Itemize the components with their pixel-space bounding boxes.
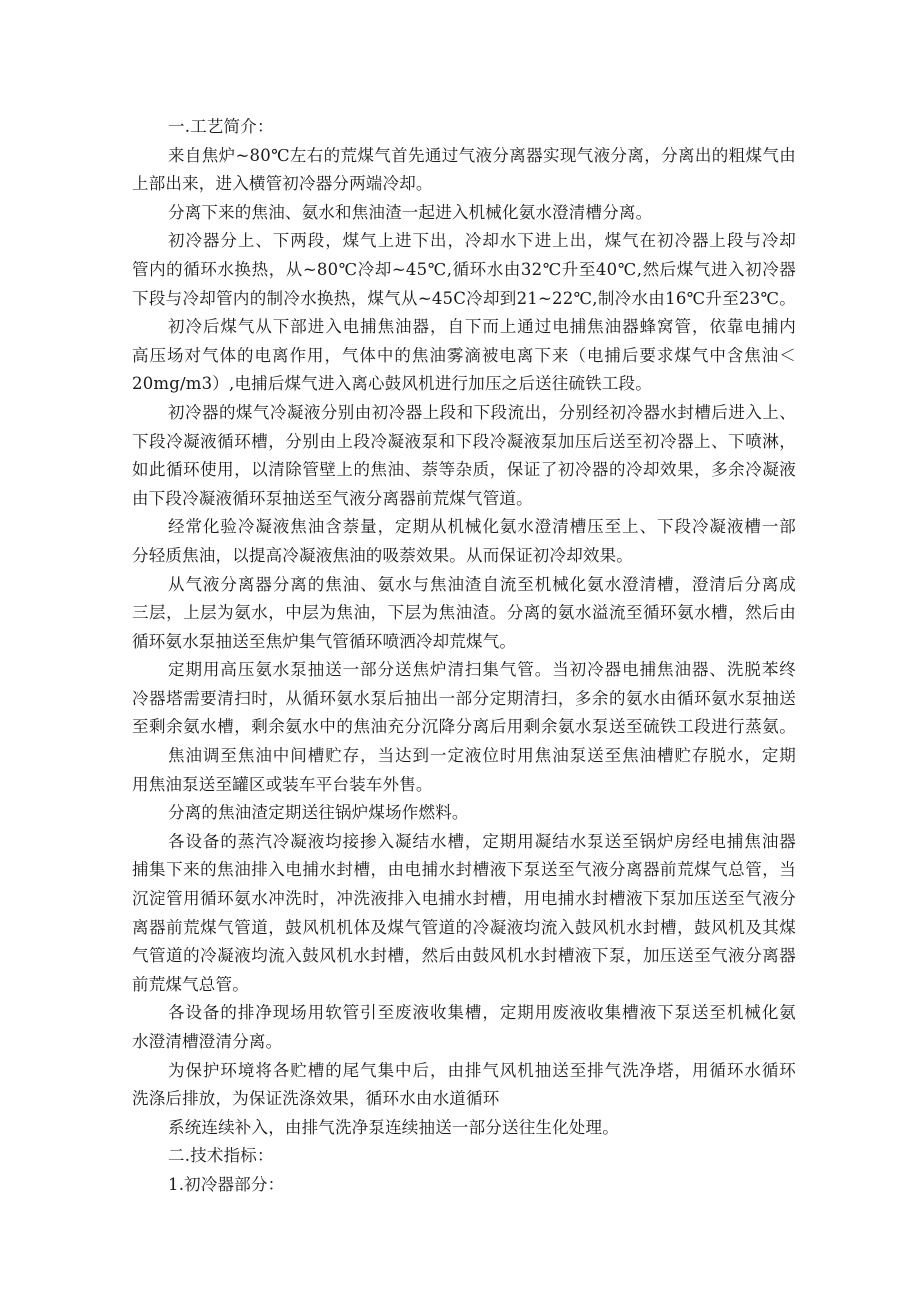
text-line: 用焦油泵送至罐区或装车平台装车外售。 [132, 774, 433, 794]
text-line: 二.技术指标： [168, 1146, 274, 1166]
text-line: 初冷器分上、下两段，煤气上进下出，冷却水下进上出，煤气在初冷器上段与冷却 [168, 231, 796, 251]
text-line: 管内的循环水换热，从~80℃冷却~45℃,循环水由32℃升至40℃,然后煤气进入初冷器 [132, 259, 796, 279]
text-line: 气管道的冷凝液均流入鼓风机水封槽，然后由鼓风机水封槽液下泵，加压送至气液分离器 [132, 946, 796, 966]
text-line: 一.工艺简介： [168, 117, 274, 136]
text-line: 冷器塔需要清扫时，从循环氨水泵后抽出一部分定期清扫，多余的氨水由循环氨水泵抽送 [132, 688, 796, 708]
text-line: 离器前荒煤气管道，鼓风机机体及煤气管道的冷凝液均流入鼓风机水封槽，鼓风机及其煤 [132, 917, 796, 937]
text-line: 三层，上层为氨水，中层为焦油，下层为焦油渣。分离的氨水溢流至循环氨水槽，然后由 [132, 603, 796, 623]
text-line: 为保护环境将各贮槽的尾气集中后，由排气风机抽送至排气洗净塔，用循环水循环 [168, 1060, 796, 1080]
text-line: 20mg∕m3）,电捕后煤气进入离心鼓风机进行加压之后送往硫铁工段。 [132, 374, 652, 394]
text-line: 各设备的排净现场用软管引至废液收集槽，定期用废液收集槽液下泵送至机械化氨 [168, 1003, 796, 1023]
text-line: 前荒煤气总管。 [132, 974, 249, 994]
text-line: 高压场对气体的电离作用，气体中的焦油雾滴被电离下来（电捕后要求煤气中含焦油＜ [132, 345, 796, 365]
text-line: 从气液分离器分离的焦油、氨水与焦油渣自流至机械化氨水澄清槽，澄清后分离成 [168, 574, 796, 594]
text-line: 分离的焦油渣定期送往锅炉煤场作燃料。 [168, 803, 469, 823]
text-line: 上部出来，进入横管初冷器分两端冷却。 [132, 174, 433, 194]
text-line: 系统连续补入，由排气洗净泵连续抽送一部分送往生化处理。 [168, 1117, 619, 1137]
text-line: 初冷后煤气从下部进入电捕焦油器，自下而上通过电捕焦油器蜂窝管，依靠电捕内 [168, 317, 796, 337]
text-line: 循环氨水泵抽送至焦炉集气管循环喷洒冷却荒煤气。 [132, 631, 517, 651]
text-line: 焦油调至焦油中间槽贮存，当达到一定液位时用焦油泵送至焦油槽贮存脱水，定期 [168, 746, 796, 766]
text-line: 分离下来的焦油、氨水和焦油渣一起进入机械化氨水澄清槽分离。 [168, 202, 653, 222]
text-line: 经常化验冷凝液焦油含萘量，定期从机械化氨水澄清槽压至上、下段冷凝液槽一部 [168, 517, 796, 537]
text-line: 如此循环使用，以清除管壁上的焦油、萘等杂质，保证了初冷器的冷却效果，多余冷凝液 [132, 460, 796, 480]
text-line: 水澄清槽澄清分离。 [132, 1032, 283, 1051]
text-line: 由下段冷凝液循环泵抽送至气液分离器前荒煤气管道。 [132, 488, 533, 508]
text-line: 下段与冷却管内的制冷水换热，煤气从~45C冷却到21~22℃,制冷水由16℃升至23℃。 [132, 288, 796, 308]
document-page [132, 113, 796, 1200]
text-line: 来自焦炉~80℃左右的荒煤气首先通过气液分离器实现气液分离，分离出的粗煤气由 [168, 145, 796, 165]
text-line: 定期用高压氨水泵抽送一部分送焦炉清扫集气管。当初冷器电捕焦油器、洗脱苯终 [168, 660, 796, 680]
text-line: 至剩余氨水槽，剩余氨水中的焦油充分沉降分离后用剩余氨水泵送至硫铁工段进行蒸氨。 [132, 717, 796, 737]
text-line: 捕集下来的焦油排入电捕水封槽，由电捕水封槽液下泵送至气液分离器前荒煤气总管，当 [132, 860, 796, 880]
text-line: 各设备的蒸汽冷凝液均接掺入凝结水槽，定期用凝结水泵送至锅炉房经电捕焦油器 [168, 831, 796, 851]
text-line: 分轻质焦油，以提高冷凝液焦油的吸萘效果。从而保证初冷却效果。 [132, 545, 633, 565]
text-line: 洗涤后排放，为保证洗涤效果，循环水由水道循环 [132, 1089, 500, 1109]
text-line: 初冷器的煤气冷凝液分别由初冷器上段和下段流出，分别经初冷器水封槽后进入上、 [168, 402, 796, 422]
text-line: 1.初冷器部分： [168, 1174, 285, 1194]
text-line: 下段冷凝液循环槽，分别由上段冷凝液泵和下段冷凝液泵加压后送至初冷器上、下喷淋， [132, 431, 796, 451]
text-line: 沉淀管用循环氨水冲洗时，冲洗液排入电捕水封槽，用电捕水封槽液下泵加压送至气液分 [132, 889, 796, 909]
